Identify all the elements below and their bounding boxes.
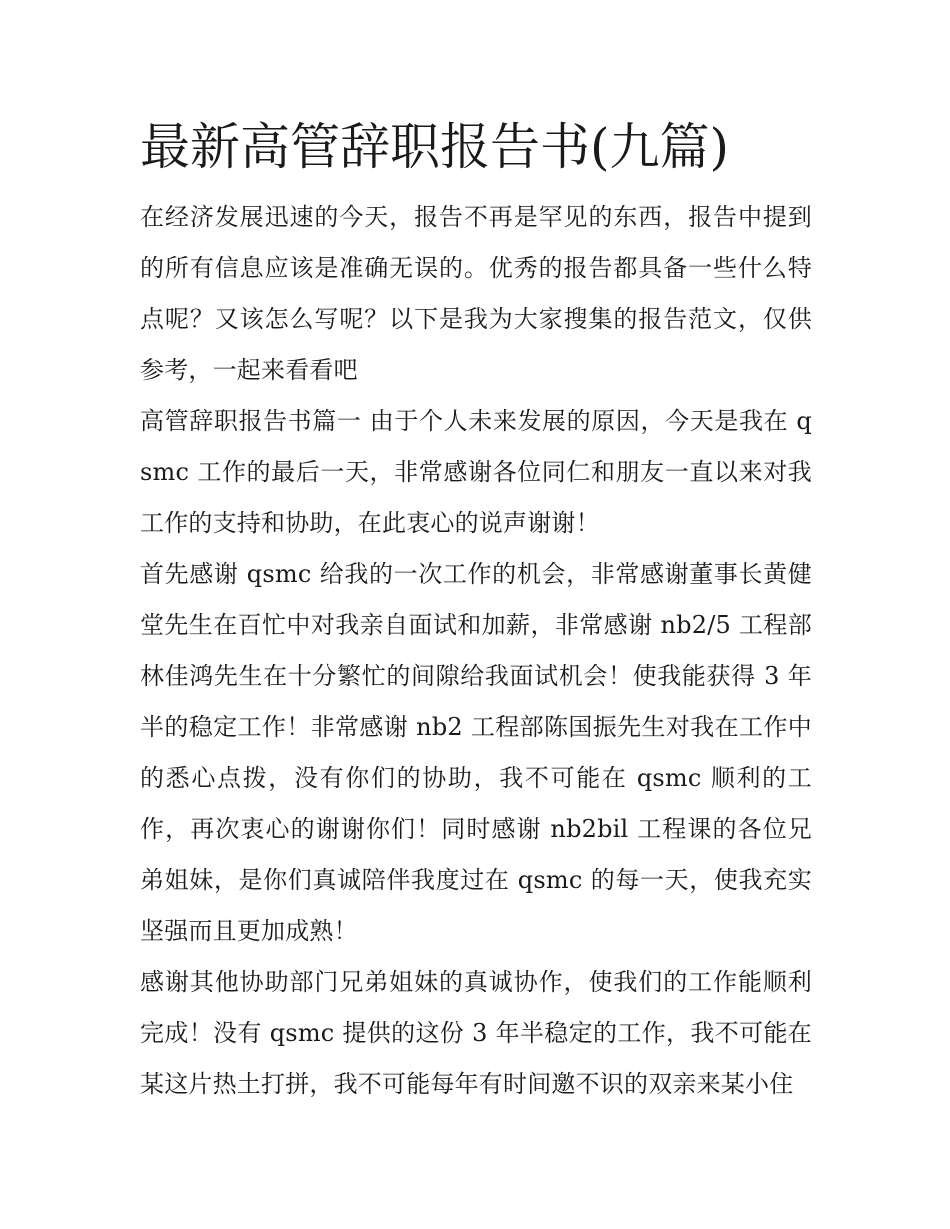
body-paragraph-1: 高管辞职报告书篇一 由于个人未来发展的原因，今天是我在 qsmc 工作的最后一天，非常感谢各位同仁和朋友一直以来对我工作的支持和协助，在此衷心的说声谢谢！ — [140, 407, 812, 537]
body-paragraph-2: 首先感谢 qsmc 给我的一次工作的机会，非常感谢董事长黄健堂先生在百忙中对我亲自面试和加薪，非常感谢 nb2/5 工程部林佳鸿先生在十分繁忙的间隙给我面试机会！使我能获得 3 年半的稳定工作！非常感谢 nb2 工程部陈国振先生对我在工作中的悉心点拨，没有你们的协助，我不可能在 qsmc 顺利的工作，再次衷心的谢谢你们！同时感谢 nb2bil 工程课的各位兄弟姐妹，是你们真诚陪伴我度过在 qsmc 的每一天，使我充实坚强而且更加成熟！ — [140, 560, 812, 945]
body-paragraph-3: 感谢其他协助部门兄弟姐妹的真诚协作，使我们的工作能顺利完成！没有 qsmc 提供的这份 3 年半稳定的工作，我不可能在某这片热土打拼，我不可能每年有时间邀不识的双亲来某小住 — [140, 968, 812, 1098]
document-title: 最新高管辞职报告书(九篇) — [140, 118, 730, 176]
intro-paragraph: 在经济发展迅速的今天，报告不再是罕见的东西，报告中提到的所有信息应该是准确无误的。优秀的报告都具备一些什么特点呢？又该怎么写呢？以下是我为大家搜集的报告范文，仅供参考，一起来看看吧 — [140, 203, 812, 384]
document-page — [140, 112, 812, 1110]
